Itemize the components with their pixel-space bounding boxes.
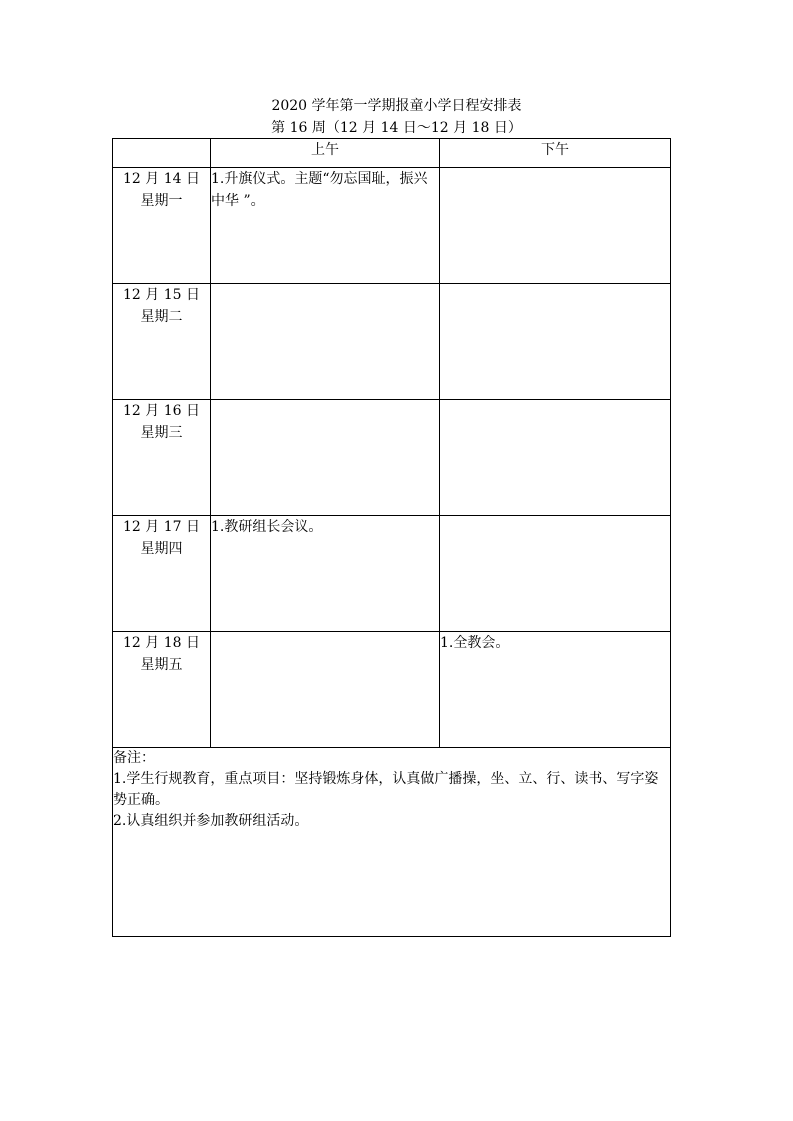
day-date: 12 月 14 日	[123, 171, 200, 187]
table-row	[113, 632, 671, 748]
notes-label: 备注：	[113, 750, 155, 766]
table-row	[113, 284, 671, 400]
header-afternoon: 下午	[440, 139, 671, 168]
afternoon-cell: 1.全教会。	[440, 632, 671, 748]
morning-cell	[211, 284, 440, 400]
page-title: 2020 学年第一学期报童小学日程安排表	[271, 98, 522, 114]
table-row	[113, 168, 671, 284]
day-weekday: 星期四	[140, 541, 183, 557]
afternoon-cell	[440, 168, 671, 284]
day-cell	[113, 400, 211, 516]
afternoon-cell	[440, 284, 671, 400]
day-cell	[113, 284, 211, 400]
notes-line: 1.学生行规教育，重点项目：坚持锻炼身体，认真做广播操，坐、立、行、读书、写字姿势正确。	[113, 771, 659, 808]
day-weekday: 星期五	[140, 657, 183, 673]
week-subtitle: 第 16 周（12 月 14 日～12 月 18 日）	[271, 120, 522, 136]
day-weekday: 星期三	[140, 425, 183, 441]
notes-line: 2.认真组织并参加教研组活动。	[113, 813, 309, 829]
morning-cell	[211, 400, 440, 516]
day-weekday: 星期二	[140, 309, 183, 325]
day-date: 12 月 16 日	[123, 403, 200, 419]
header-row	[113, 139, 671, 168]
notes-cell	[113, 748, 671, 937]
schedule-table	[112, 138, 671, 937]
afternoon-cell	[440, 400, 671, 516]
day-date: 12 月 15 日	[123, 287, 200, 303]
morning-cell	[211, 632, 440, 748]
day-cell	[113, 632, 211, 748]
header-blank-cell	[113, 139, 211, 168]
day-weekday: 星期一	[140, 193, 183, 209]
notes-row	[113, 748, 671, 937]
afternoon-cell	[440, 516, 671, 632]
header-morning: 上午	[211, 139, 440, 168]
day-cell	[113, 168, 211, 284]
day-cell	[113, 516, 211, 632]
table-row	[113, 400, 671, 516]
morning-cell: 1.教研组长会议。	[211, 516, 440, 632]
morning-cell: 1.升旗仪式。主题“勿忘国耻，振兴中华 ”。	[211, 168, 440, 284]
day-date: 12 月 17 日	[123, 519, 200, 535]
day-date: 12 月 18 日	[123, 635, 200, 651]
table-row	[113, 516, 671, 632]
